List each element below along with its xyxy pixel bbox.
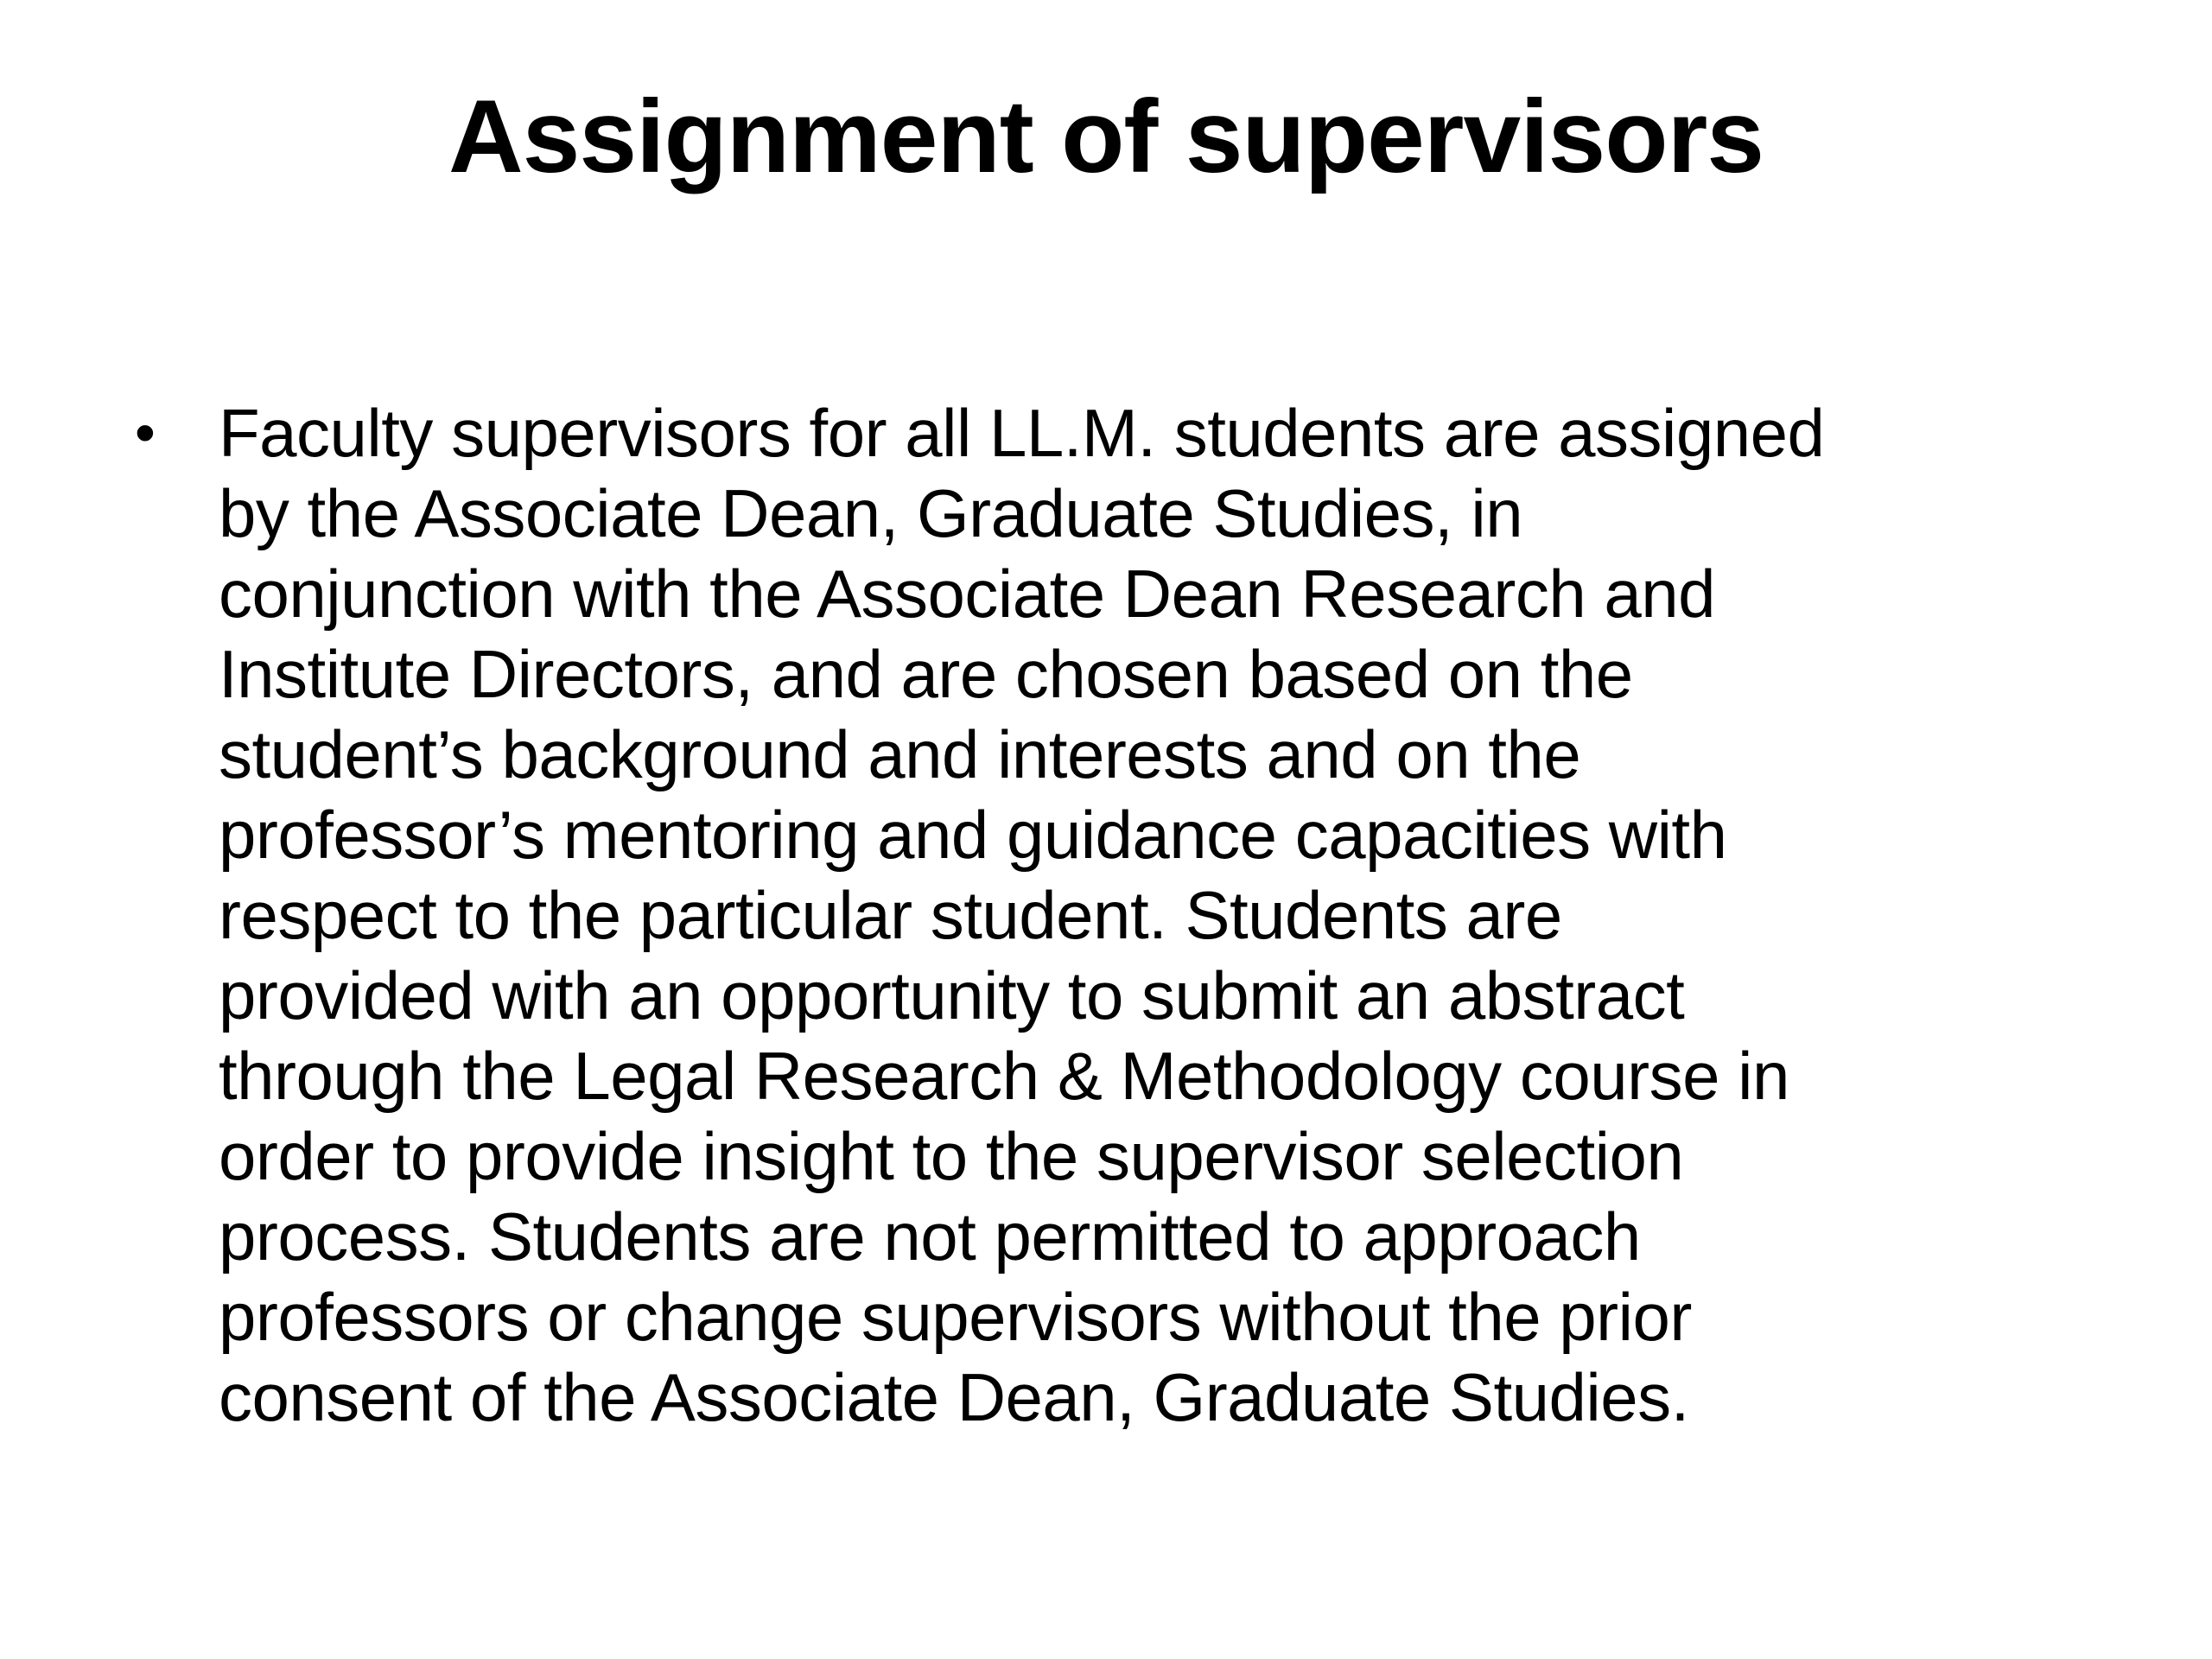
bullet-dot-icon: • (135, 400, 156, 466)
bullet-text-line: through the Legal Research & Methodology course in (219, 1038, 1789, 1114)
bullet-text-line: Institute Directors, and are chosen based on the (219, 636, 1633, 712)
bullet-text-line: consent of the Associate Dean, Graduate Studies. (219, 1359, 1689, 1435)
bullet-text-line: provided with an opportunity to submit an abstract (219, 957, 1685, 1033)
bullet-text-line: order to provide insight to the supervisor selection (219, 1118, 1684, 1194)
bullet-text-line: professor’s mentoring and guidance capacities with (219, 797, 1727, 873)
bullet-text (219, 393, 2082, 1438)
bullet-text-line: respect to the particular student. Students are (219, 877, 1562, 953)
slide-body (130, 393, 2082, 1438)
bullet-item (130, 393, 2082, 1438)
bullet-text-line: conjunction with the Associate Dean Research and (219, 556, 1716, 632)
bullet-list (130, 393, 2082, 1438)
bullet-text-line: by the Associate Dean, Graduate Studies, in (219, 475, 1523, 551)
slide-title: Assignment of supervisors (448, 79, 1764, 194)
bullet-text-line: professors or change supervisors without the prior (219, 1279, 1692, 1355)
bullet-text-line: process. Students are not permitted to approach (219, 1198, 1641, 1274)
bullet-text-line: student’s background and interests and on the (219, 716, 1581, 792)
bullet-text-line: Faculty supervisors for all LL.M. students are assigned (219, 395, 1825, 471)
